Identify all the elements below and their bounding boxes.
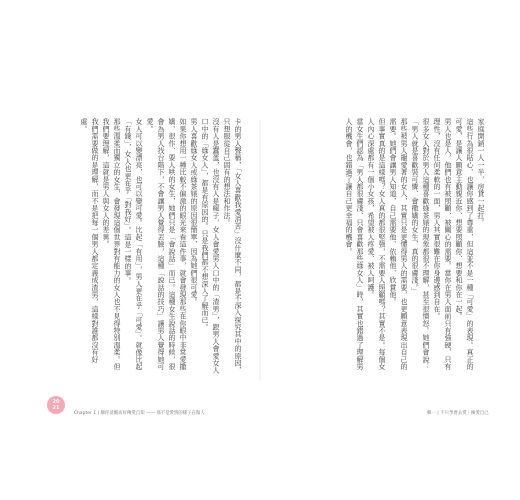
left-page (0, 0, 259, 500)
paragraph: 女人可以變漂亮，也可以變可愛。比起「有用」，男人更在乎「可愛」。就像比起「有錢」，女人也更在乎「對我好」。這是一樣的事。 (124, 118, 143, 371)
left-page-body (25, 118, 243, 376)
page-number-right: 21 (52, 405, 60, 411)
paragraph: 卡的男人聲稱，「女人喜歡我愛消苦」沒什麼不同，都是不深入探究其中的原因，只想服從自己固有的想法和作法。 (223, 118, 242, 374)
page-number-left: 20 (52, 399, 60, 405)
chapter-footer-text: Chapter 1 | 願你清醒而好傳愛自知 —— 那不是愛情的樣子在傷人 (74, 411, 205, 416)
paragraph: 那些被男人寵愛著的女人，其實只是更懂得男人的需要，也更願意表現出自己的需要。她們會讓男人知道，自己需要他、依賴他、欣賞他。 (389, 118, 408, 370)
right-page-body (268, 118, 486, 376)
page-number-badge (47, 396, 65, 414)
paragraph: 男人喜歡綠女人或綠茶婊的原因很簡單，因為她們很可愛。 (190, 118, 198, 306)
section-footer-text: 輯一 | 不只學會去愛｜擁愛自己 (427, 411, 489, 416)
right-page (261, 0, 520, 500)
paragraph: 男人也是人，他們也有被照顧、被關心的需要。當你在男人面前只有強硬、只有理性，沒有任何柔軟的一面，男人其實很難在你身邊感到自在。 (433, 118, 452, 370)
paragraph: 那些溫柔而獨立的女生，會發現這個世界對有能力的女人也不見得特別溫柔。但我們要理解，這就是男人與女人的差異。 (102, 118, 121, 370)
right-running-footer (427, 406, 489, 420)
paragraph: 家庭開銷一人一半，房貸一起扛。 (477, 118, 485, 226)
paragraph: 但事實真的是這樣嗎？女人真的都很堅強，不需要人照顧嗎？其實不是。每個女人內心深處都有一個小女孩，希望被人疼愛、被人呵護。 (367, 118, 386, 370)
paragraph: 這些行為很貼心、也讓你感到了尊重，但這並不是一種「可愛」的表現。真正的可愛，是讓人願意主動親近你、想要照顧你、想要和你在一起。 (455, 118, 474, 370)
paragraph: 如果你想用一種比較不偏激的眼光來看這件事，就會發現那些在你眼中非常愛撒嬌、很作、要人哄的女生，她們只是「會說話」而已。這種女生說話的時候，很會為男人找台階下，不會讓男人覺得丟臉，這種「說話的技巧」讓男人覺得她可愛。 (146, 118, 187, 370)
paragraph: 我們需要做的是理解，而不是把每一個男人都定義成渣男，這樣對誰都沒有好處。 (80, 118, 99, 363)
paragraph: 沒有人是蠢蛋，也沒有人是瘋子，女人會愛男人口中的「渣男」，跟男人會愛女人口中的「綠女人」，都是有原因的。只是我們都不想深入了解而已。 (201, 118, 220, 374)
paragraph: 當女生們認為「男人都很膚淺、只會喜歡那些綠女人」時，其實也錯過了理解男人的機會，也錯過了讓自己更幸福的機會。 (345, 118, 364, 370)
paragraph: 很多女人對於男人這種喜歡綠茶婊的現象都很不理解，甚至很憤怒。她們會說：「男人就是喜歡裝可憐、會撒嬌的女生，真的很膚淺。」 (411, 118, 430, 370)
left-running-footer (74, 406, 205, 420)
